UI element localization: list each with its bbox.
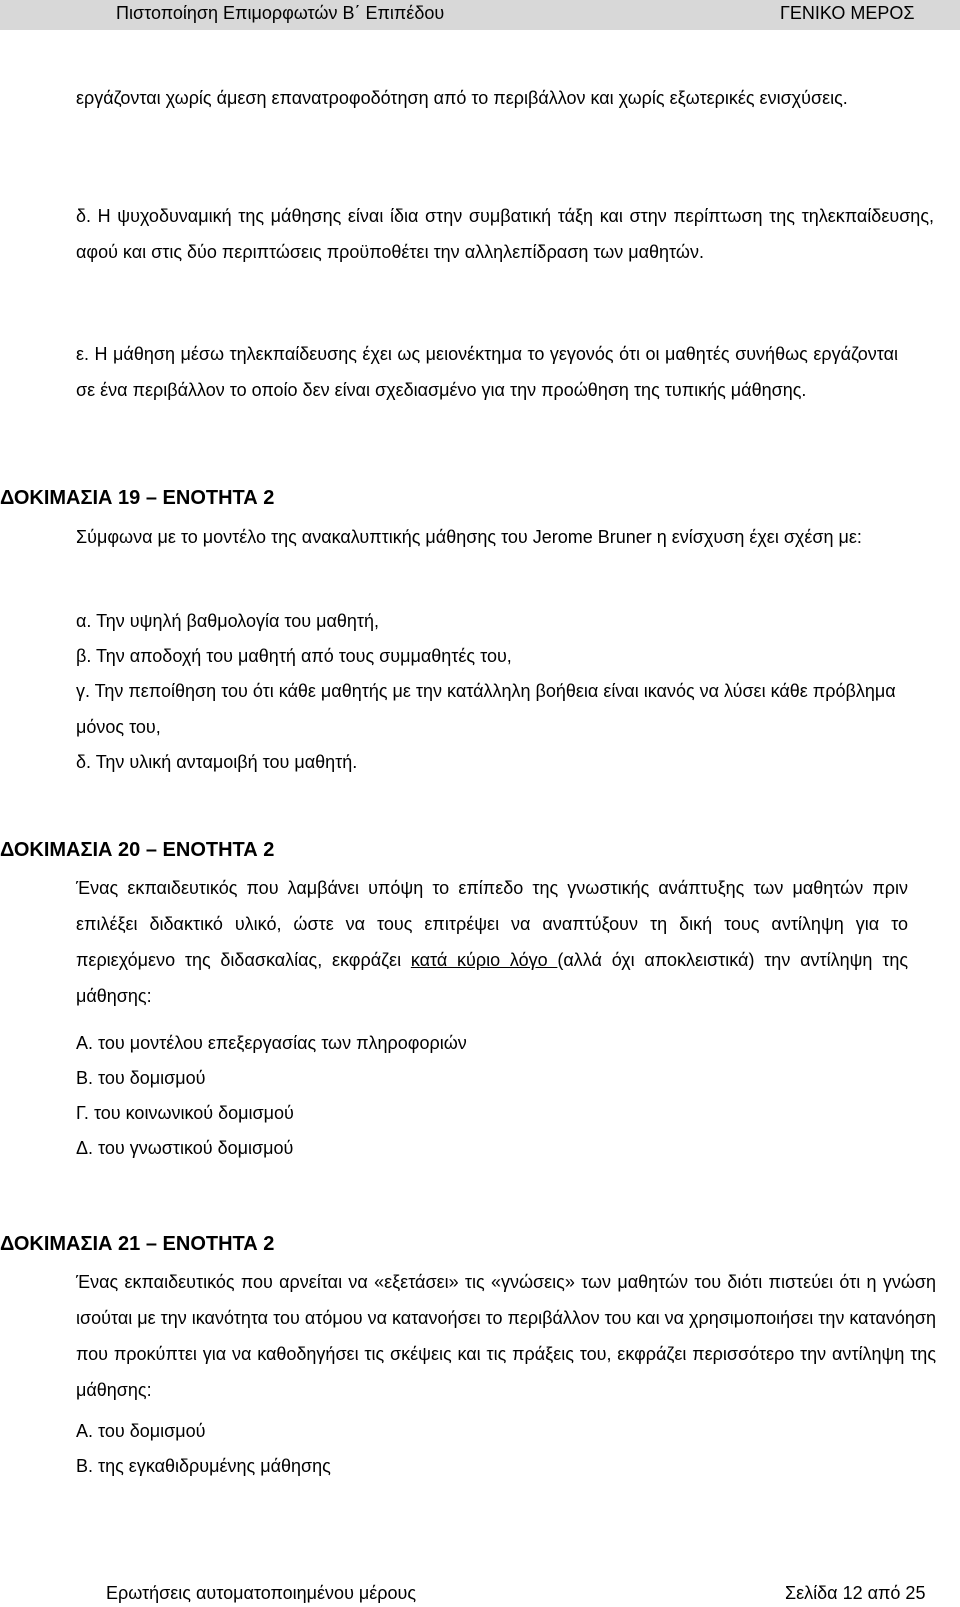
q21-title: ΔΟΚΙΜΑΣΙΑ 21 – ΕΝΟΤΗΤΑ 2 xyxy=(0,1233,275,1255)
q21-option-a: Α. του δομισμού xyxy=(76,1421,206,1441)
q19-option-c: γ. Την πεποίθηση του ότι κάθε μαθητής με την κατάλληλη βοήθεια είναι ικανός να λύσει κάθε πρόβλημα μόνος του, xyxy=(76,681,896,737)
q20-title: ΔΟΚΙΜΑΣΙΑ 20 – ΕΝΟΤΗΤΑ 2 xyxy=(0,839,275,861)
q21-option-b: Β. της εγκαθιδρυμένης μάθησης xyxy=(76,1456,331,1476)
q20-option-d: Δ. του γνωστικού δομισμού xyxy=(76,1138,294,1158)
q20-question-emphasis: κατά κύριο λόγο xyxy=(410,950,558,970)
continued-text: εργάζονται χωρίς άμεση επανατροφοδότηση από το περιβάλλον και χωρίς εξωτερικές ενισχύσεις. xyxy=(76,88,848,108)
q20-question-end: (αλλά όχι αποκλειστικά) την αντίληψη της μάθησης: xyxy=(76,950,908,1006)
footer-left: Ερωτήσεις αυτοματοποιημένου μέρους xyxy=(106,1583,417,1603)
q20-option-c: Γ. του κοινωνικού δομισμού xyxy=(76,1103,294,1123)
q20-question xyxy=(76,870,908,1014)
q19-option-a: α. Την υψηλή βαθμολογία του μαθητή, xyxy=(76,611,380,631)
q19-option-b: β. Την αποδοχή του μαθητή από τους συμμαθητές του, xyxy=(76,646,512,666)
page-number: Σελίδα 12 από 25 xyxy=(785,1583,926,1603)
q19-title: ΔΟΚΙΜΑΣΙΑ 19 – ΕΝΟΤΗΤΑ 2 xyxy=(0,487,275,509)
option-d-text: δ. Η ψυχοδυναμική της μάθησης είναι ίδια στην συμβατική τάξη και στην περίπτωση της τηλεκπαίδευσης, αφού και στις δύο περιπτώσεις προϋποθέτει την αλληλεπίδραση των μαθητών. xyxy=(76,206,934,262)
q19-option-d: δ. Την υλική ανταμοιβή του μαθητή. xyxy=(76,752,358,772)
q20-option-a: Α. του μοντέλου επεξεργασίας των πληροφοριών xyxy=(76,1033,467,1053)
q19-question: Σύμφωνα με το μοντέλο της ανακαλυπτικής μάθησης του Jerome Bruner η ενίσχυση έχει σχέση με: xyxy=(76,527,862,547)
q21-question: Ένας εκπαιδευτικός που αρνείται να «εξετάσει» τις «γνώσεις» των μαθητών του διότι πιστεύει ότι η γνώση ισούται με την ικανότητα του ατόμου να κατανοήσει το περιβάλλον του και να χρησιμοποιήσει την κατανόηση που προκύπτει για να καθοδηγήσει τις σκέψεις και τις πράξεις του, εκφράζει περισσότερο την αντίληψη της μάθησης: xyxy=(76,1272,936,1400)
header-section: ΓΕΝΙΚΟ ΜΕΡΟΣ xyxy=(780,3,915,23)
page-header xyxy=(0,0,960,30)
q20-option-b: Β. του δομισμού xyxy=(76,1068,206,1088)
header-title: Πιστοποίηση Επιμορφωτών Β΄ Επιπέδου xyxy=(116,3,445,23)
option-e-text: ε. Η μάθηση μέσω τηλεκπαίδευσης έχει ως μειονέκτημα το γεγονός ότι οι μαθητές συνήθως εργάζονται σε ένα περιβάλλον το οποίο δεν είναι σχεδιασμένο για την προώθηση της τυπικής μάθησης. xyxy=(76,344,898,400)
q20-question-start: Ένας εκπαιδευτικός που λαμβάνει υπόψη το επίπεδο της γνωστικής ανάπτυξης των μαθητών πριν επιλέξει διδακτικό υλικό, ώστε να τους επιτρέψει να αναπτύξουν τη δική τους αντίληψη για το περιεχόμενο της διδασκαλίας, εκφράζει xyxy=(76,878,908,970)
